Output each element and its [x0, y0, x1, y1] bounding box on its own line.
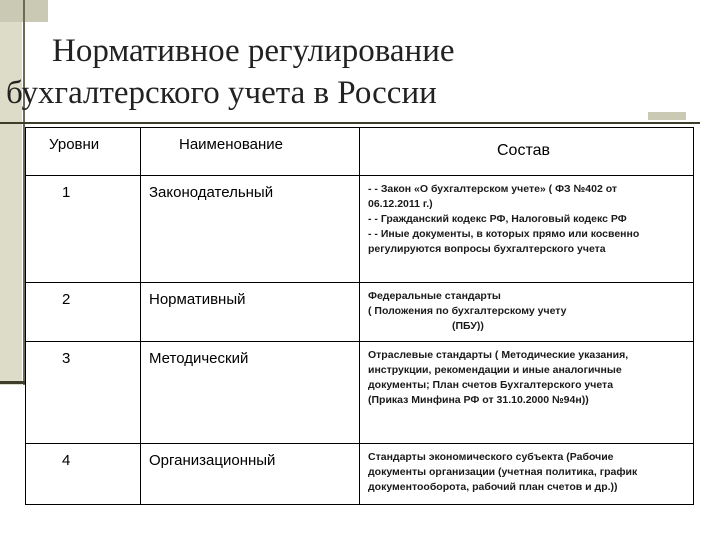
header-levels: Уровни: [26, 128, 141, 176]
composition-line: - - Гражданский кодекс РФ, Налоговый кодекс РФ: [368, 213, 627, 225]
header-name: Наименование: [141, 128, 360, 176]
decorative-bottom-tick: [0, 381, 26, 384]
slide-title-line-1: Нормативное регулирование: [52, 33, 455, 69]
composition-line: - - Иные документы, в которых прямо или косвенно: [368, 228, 640, 240]
composition-line: 06.12.2011 г.): [368, 198, 433, 210]
composition-line: - - Закон «О бухгалтерском учете» ( ФЗ №402 от: [368, 183, 617, 195]
level-number: 1: [26, 176, 141, 283]
composition-line: (Приказ Минфина РФ от 31.10.2000 №94н)): [368, 394, 589, 406]
composition-line: Стандарты экономического субъекта (Рабочие: [368, 451, 614, 463]
level-composition: [360, 342, 694, 444]
slide-title: [0, 30, 660, 114]
composition-line: регулируются вопросы бухгалтерского учета: [368, 243, 606, 255]
level-name: Нормативный: [141, 283, 360, 342]
level-composition: [360, 176, 694, 283]
level-number: 4: [26, 444, 141, 505]
level-name: Методический: [141, 342, 360, 444]
composition-line: ( Положения по бухгалтерскому учету: [368, 305, 567, 317]
table-row: [26, 176, 694, 283]
regulation-levels-table: [25, 127, 694, 505]
header-composition: Состав: [360, 128, 694, 176]
composition-line: Федеральные стандарты: [368, 290, 501, 302]
level-name: Законодательный: [141, 176, 360, 283]
level-name: Организационный: [141, 444, 360, 505]
composition-line: документы организации (учетная политика, график: [368, 466, 638, 478]
composition-line: Отраслевые стандарты ( Методические указания,: [368, 349, 629, 361]
composition-line: документы; План счетов Бухгалтерского учета: [368, 379, 614, 391]
decorative-title-underline: [0, 122, 700, 124]
level-number: 2: [26, 283, 141, 342]
level-composition: [360, 283, 694, 342]
composition-line: документооборота, рабочий план счетов и др.)): [368, 481, 618, 493]
slide-title-line-2: бухгалтерского учета в России: [6, 75, 437, 111]
table-row: [26, 283, 694, 342]
table-row: [26, 342, 694, 444]
composition-line: инструкции, рекомендации и иные аналогичные: [368, 364, 622, 376]
table-header-row: [26, 128, 694, 176]
composition-line: (ПБУ)): [452, 320, 484, 332]
level-composition: [360, 444, 694, 505]
table-row: [26, 444, 694, 505]
level-number: 3: [26, 342, 141, 444]
